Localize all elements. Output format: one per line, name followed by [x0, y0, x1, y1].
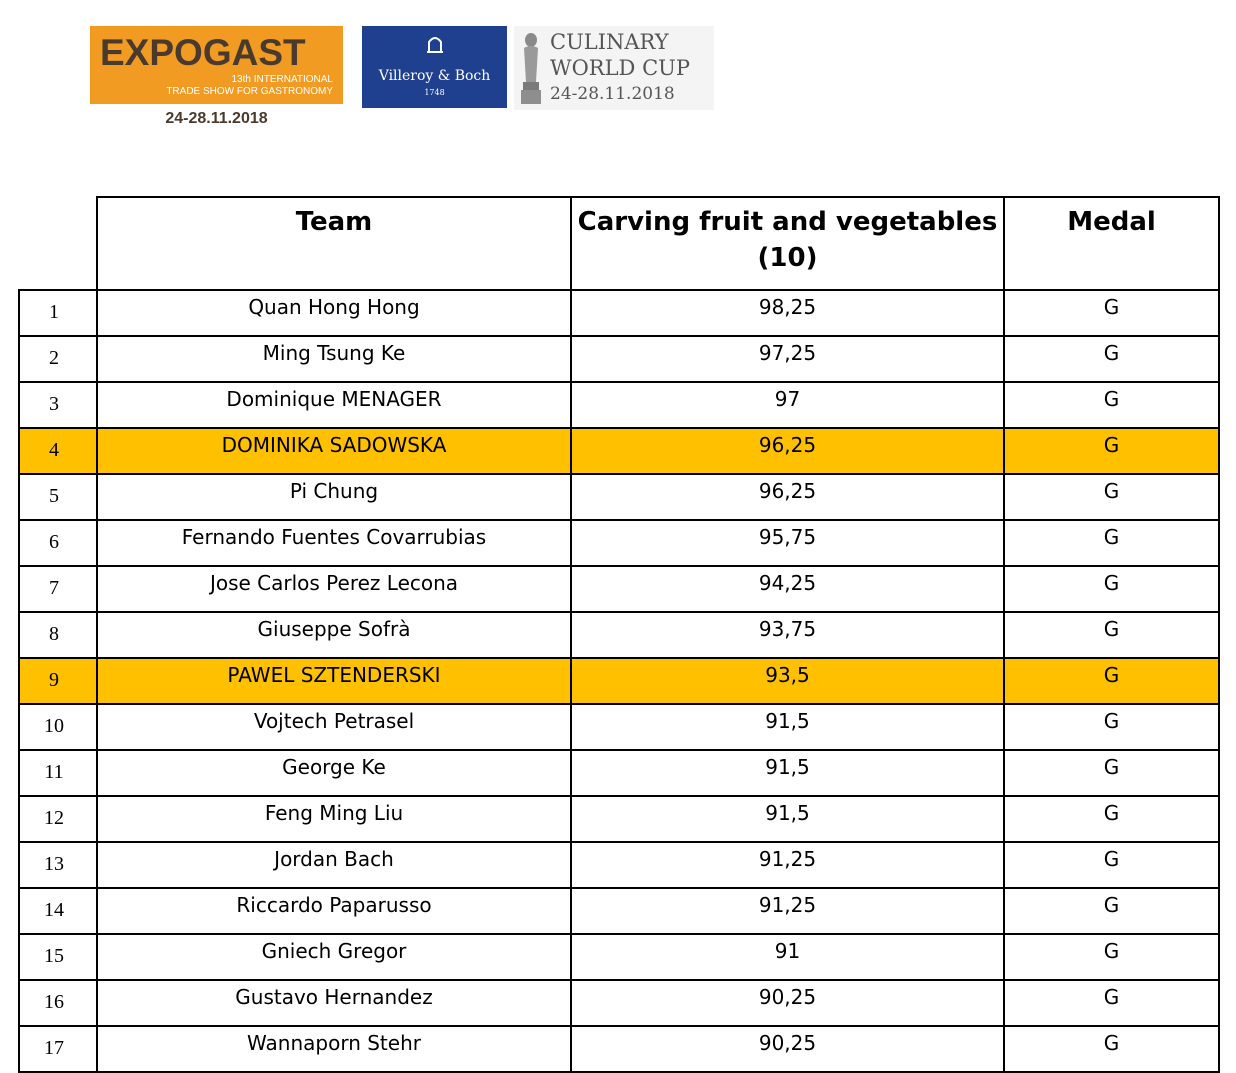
medal-cell: G	[1004, 566, 1219, 612]
table-row	[19, 658, 1219, 704]
team-cell: Gniech Gregor	[97, 934, 571, 980]
score-cell: 96,25	[571, 474, 1004, 520]
expogast-logo	[90, 26, 343, 104]
expogast-subtitle-line1: 13th INTERNATIONAL	[231, 74, 333, 85]
score-cell: 96,25	[571, 428, 1004, 474]
rank-cell: 15	[19, 934, 97, 980]
rank-cell: 5	[19, 474, 97, 520]
villeroy-boch-name: Villeroy & Boch	[378, 68, 491, 84]
medal-cell: G	[1004, 1026, 1219, 1072]
medal-cell: G	[1004, 888, 1219, 934]
medal-cell: G	[1004, 658, 1219, 704]
culinary-world-cup-logo	[514, 26, 714, 110]
table-row	[19, 290, 1219, 336]
team-cell: Pi Chung	[97, 474, 571, 520]
medal-cell: G	[1004, 980, 1219, 1026]
rank-cell: 6	[19, 520, 97, 566]
score-cell: 93,5	[571, 658, 1004, 704]
rank-cell: 7	[19, 566, 97, 612]
rank-cell: 17	[19, 1026, 97, 1072]
team-cell: Feng Ming Liu	[97, 796, 571, 842]
medal-cell: G	[1004, 428, 1219, 474]
table-row	[19, 474, 1219, 520]
team-cell: Giuseppe Sofrà	[97, 612, 571, 658]
expogast-date: 24-28.11.2018	[165, 110, 268, 127]
rank-cell: 10	[19, 704, 97, 750]
table-row	[19, 336, 1219, 382]
medal-cell: G	[1004, 290, 1219, 336]
rank-cell: 11	[19, 750, 97, 796]
table-row	[19, 520, 1219, 566]
results-table	[18, 196, 1220, 1073]
score-cell: 97,25	[571, 336, 1004, 382]
table-row	[19, 382, 1219, 428]
team-cell: Dominique MENAGER	[97, 382, 571, 428]
team-cell: Riccardo Paparusso	[97, 888, 571, 934]
medal-cell: G	[1004, 612, 1219, 658]
cwc-line2: WORLD CUP	[550, 56, 690, 80]
medal-cell: G	[1004, 704, 1219, 750]
team-cell: Quan Hong Hong	[97, 290, 571, 336]
table-body	[19, 290, 1219, 1072]
table-row	[19, 750, 1219, 796]
score-cell: 90,25	[571, 1026, 1004, 1072]
cwc-date: 24-28.11.2018	[550, 84, 675, 104]
rank-cell: 8	[19, 612, 97, 658]
header-carving-line2: (10)	[757, 243, 818, 273]
medal-cell: G	[1004, 520, 1219, 566]
table-row	[19, 566, 1219, 612]
villeroy-boch-year: 1748	[424, 88, 445, 97]
header-carving	[571, 197, 1004, 290]
score-cell: 93,75	[571, 612, 1004, 658]
score-cell: 91,5	[571, 704, 1004, 750]
medal-cell: G	[1004, 842, 1219, 888]
header-rank	[19, 197, 97, 290]
medal-cell: G	[1004, 750, 1219, 796]
team-cell: Wannaporn Stehr	[97, 1026, 571, 1072]
table-header-row	[19, 197, 1219, 290]
table-row	[19, 888, 1219, 934]
score-cell: 91,25	[571, 888, 1004, 934]
rank-cell: 3	[19, 382, 97, 428]
score-cell: 98,25	[571, 290, 1004, 336]
medal-cell: G	[1004, 382, 1219, 428]
team-cell: PAWEL SZTENDERSKI	[97, 658, 571, 704]
table-row	[19, 612, 1219, 658]
rank-cell: 13	[19, 842, 97, 888]
expogast-subtitle-line2: TRADE SHOW FOR GASTRONOMY	[166, 86, 333, 97]
header-medal: Medal	[1004, 197, 1219, 290]
rank-cell: 12	[19, 796, 97, 842]
villeroy-boch-emblem-icon	[362, 34, 507, 58]
team-cell: DOMINIKA SADOWSKA	[97, 428, 571, 474]
table-row	[19, 796, 1219, 842]
score-cell: 91,5	[571, 796, 1004, 842]
team-cell: Gustavo Hernandez	[97, 980, 571, 1026]
rank-cell: 9	[19, 658, 97, 704]
medal-cell: G	[1004, 474, 1219, 520]
team-cell: Ming Tsung Ke	[97, 336, 571, 382]
team-cell: Jose Carlos Perez Lecona	[97, 566, 571, 612]
score-cell: 91	[571, 934, 1004, 980]
villeroy-boch-logo	[362, 26, 507, 108]
score-cell: 94,25	[571, 566, 1004, 612]
score-cell: 91,5	[571, 750, 1004, 796]
table-row	[19, 934, 1219, 980]
rank-cell: 2	[19, 336, 97, 382]
team-cell: Fernando Fuentes Covarrubias	[97, 520, 571, 566]
table-row	[19, 1026, 1219, 1072]
rank-cell: 14	[19, 888, 97, 934]
medal-cell: G	[1004, 336, 1219, 382]
table-row	[19, 842, 1219, 888]
table-row	[19, 428, 1219, 474]
team-cell: George Ke	[97, 750, 571, 796]
score-cell: 91,25	[571, 842, 1004, 888]
rank-cell: 4	[19, 428, 97, 474]
team-cell: Jordan Bach	[97, 842, 571, 888]
trophy-figure-icon	[518, 30, 544, 106]
score-cell: 90,25	[571, 980, 1004, 1026]
expogast-title: EXPOGAST	[100, 32, 306, 73]
team-cell: Vojtech Petrasel	[97, 704, 571, 750]
medal-cell: G	[1004, 796, 1219, 842]
header-carving-line1: Carving fruit and vegetables	[577, 207, 998, 237]
score-cell: 95,75	[571, 520, 1004, 566]
score-cell: 97	[571, 382, 1004, 428]
table-row	[19, 704, 1219, 750]
rank-cell: 16	[19, 980, 97, 1026]
cwc-line1: CULINARY	[550, 30, 669, 54]
header-team: Team	[97, 197, 571, 290]
table-row	[19, 980, 1219, 1026]
rank-cell: 1	[19, 290, 97, 336]
medal-cell: G	[1004, 934, 1219, 980]
